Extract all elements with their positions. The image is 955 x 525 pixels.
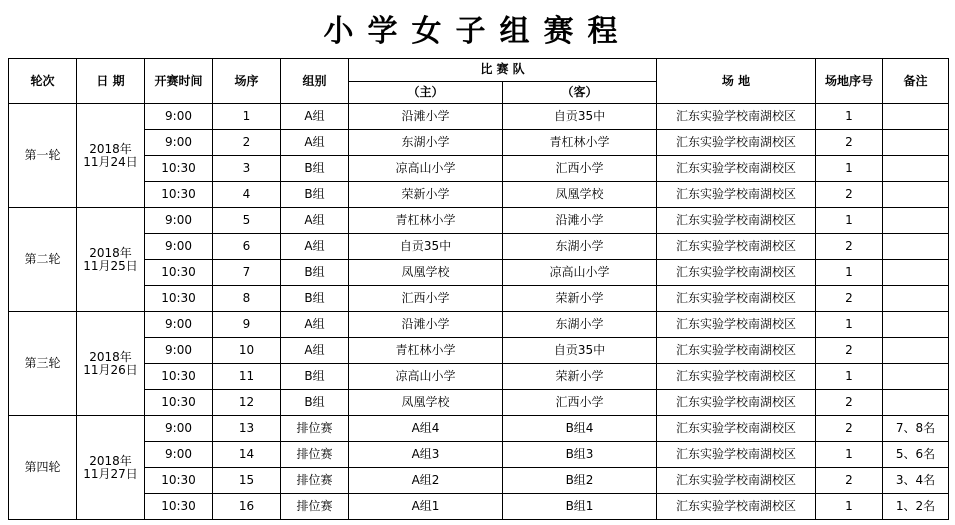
court-no-cell: 1 <box>816 494 883 520</box>
away-team-cell: 东湖小学 <box>503 312 657 338</box>
court-no-cell: 1 <box>816 104 883 130</box>
table-row <box>9 104 949 130</box>
match-no-cell: 13 <box>213 416 281 442</box>
venue-cell: 汇东实验学校南湖校区 <box>657 130 816 156</box>
venue-cell: 汇东实验学校南湖校区 <box>657 312 816 338</box>
match-no-cell: 16 <box>213 494 281 520</box>
round-date-day: 11月25日 <box>83 258 138 273</box>
round-date-day: 11月26日 <box>83 362 138 377</box>
home-team-cell: A组4 <box>349 416 503 442</box>
table-row <box>9 338 949 364</box>
match-no-cell: 10 <box>213 338 281 364</box>
court-no-cell: 1 <box>816 442 883 468</box>
round-date <box>77 104 145 208</box>
home-team-cell: 青杠林小学 <box>349 208 503 234</box>
round-date-day: 11月27日 <box>83 466 138 481</box>
table-row <box>9 442 949 468</box>
home-team-cell: A组2 <box>349 468 503 494</box>
group-cell: A组 <box>281 130 349 156</box>
home-team-cell: A组1 <box>349 494 503 520</box>
start-time-cell: 9:00 <box>145 130 213 156</box>
round-date-day: 11月24日 <box>83 154 138 169</box>
page-title: 小学女子组赛程 <box>323 14 632 49</box>
home-team-cell: 荣新小学 <box>349 182 503 208</box>
note-cell <box>883 234 949 260</box>
start-time-cell: 10:30 <box>145 260 213 286</box>
round-date-year: 2018年 <box>89 349 132 364</box>
header-group: 组别 <box>281 59 349 104</box>
court-no-cell: 2 <box>816 130 883 156</box>
round-date <box>77 416 145 520</box>
note-cell <box>883 260 949 286</box>
court-no-cell: 1 <box>816 364 883 390</box>
round-name: 第四轮 <box>9 416 77 520</box>
match-no-cell: 12 <box>213 390 281 416</box>
start-time-cell: 10:30 <box>145 494 213 520</box>
court-no-cell: 2 <box>816 234 883 260</box>
start-time-cell: 10:30 <box>145 156 213 182</box>
note-cell <box>883 208 949 234</box>
table-row <box>9 494 949 520</box>
court-no-cell: 2 <box>816 182 883 208</box>
start-time-cell: 9:00 <box>145 442 213 468</box>
start-time-cell: 10:30 <box>145 364 213 390</box>
match-no-cell: 11 <box>213 364 281 390</box>
venue-cell: 汇东实验学校南湖校区 <box>657 182 816 208</box>
match-no-cell: 3 <box>213 156 281 182</box>
away-team-cell: 汇西小学 <box>503 390 657 416</box>
away-team-cell: B组2 <box>503 468 657 494</box>
group-cell: B组 <box>281 156 349 182</box>
note-cell <box>883 130 949 156</box>
venue-cell: 汇东实验学校南湖校区 <box>657 286 816 312</box>
note-cell: 7、8名 <box>883 416 949 442</box>
away-team-cell: 汇西小学 <box>503 156 657 182</box>
round-date-year: 2018年 <box>89 141 132 156</box>
table-row <box>9 208 949 234</box>
table-row <box>9 286 949 312</box>
group-cell: B组 <box>281 390 349 416</box>
venue-cell: 汇东实验学校南湖校区 <box>657 390 816 416</box>
match-no-cell: 8 <box>213 286 281 312</box>
header-teams: 比 赛 队 <box>349 59 657 82</box>
match-no-cell: 5 <box>213 208 281 234</box>
home-team-cell: 青杠林小学 <box>349 338 503 364</box>
start-time-cell: 9:00 <box>145 208 213 234</box>
home-team-cell: A组3 <box>349 442 503 468</box>
away-team-cell: 东湖小学 <box>503 234 657 260</box>
venue-cell: 汇东实验学校南湖校区 <box>657 260 816 286</box>
note-cell <box>883 104 949 130</box>
header-court-no: 场地序号 <box>816 59 883 104</box>
start-time-cell: 10:30 <box>145 286 213 312</box>
note-cell <box>883 364 949 390</box>
note-cell <box>883 338 949 364</box>
home-team-cell: 自贡35中 <box>349 234 503 260</box>
header-start-time: 开赛时间 <box>145 59 213 104</box>
table-row <box>9 156 949 182</box>
away-team-cell: 沿滩小学 <box>503 208 657 234</box>
venue-cell: 汇东实验学校南湖校区 <box>657 468 816 494</box>
away-team-cell: B组3 <box>503 442 657 468</box>
start-time-cell: 9:00 <box>145 312 213 338</box>
start-time-cell: 10:30 <box>145 468 213 494</box>
court-no-cell: 2 <box>816 286 883 312</box>
start-time-cell: 9:00 <box>145 338 213 364</box>
table-row <box>9 260 949 286</box>
round-name: 第一轮 <box>9 104 77 208</box>
note-cell: 5、6名 <box>883 442 949 468</box>
away-team-cell: 自贡35中 <box>503 338 657 364</box>
court-no-cell: 1 <box>816 260 883 286</box>
venue-cell: 汇东实验学校南湖校区 <box>657 442 816 468</box>
group-cell: A组 <box>281 104 349 130</box>
start-time-cell: 9:00 <box>145 416 213 442</box>
group-cell: A组 <box>281 338 349 364</box>
court-no-cell: 2 <box>816 390 883 416</box>
match-no-cell: 9 <box>213 312 281 338</box>
group-cell: A组 <box>281 312 349 338</box>
table-row <box>9 234 949 260</box>
header-home: （主） <box>349 81 503 104</box>
court-no-cell: 1 <box>816 208 883 234</box>
header-date: 日 期 <box>77 59 145 104</box>
header-match-no: 场序 <box>213 59 281 104</box>
home-team-cell: 沿滩小学 <box>349 312 503 338</box>
venue-cell: 汇东实验学校南湖校区 <box>657 208 816 234</box>
away-team-cell: 凤凰学校 <box>503 182 657 208</box>
match-no-cell: 6 <box>213 234 281 260</box>
note-cell <box>883 286 949 312</box>
venue-cell: 汇东实验学校南湖校区 <box>657 156 816 182</box>
away-team-cell: 凉高山小学 <box>503 260 657 286</box>
venue-cell: 汇东实验学校南湖校区 <box>657 364 816 390</box>
table-row <box>9 182 949 208</box>
court-no-cell: 2 <box>816 416 883 442</box>
start-time-cell: 10:30 <box>145 182 213 208</box>
group-cell: 排位赛 <box>281 416 349 442</box>
table-row <box>9 390 949 416</box>
start-time-cell: 9:00 <box>145 234 213 260</box>
header-away: （客） <box>503 81 657 104</box>
away-team-cell: 荣新小学 <box>503 364 657 390</box>
home-team-cell: 凉高山小学 <box>349 364 503 390</box>
match-no-cell: 14 <box>213 442 281 468</box>
round-date <box>77 312 145 416</box>
group-cell: B组 <box>281 364 349 390</box>
group-cell: B组 <box>281 260 349 286</box>
table-row <box>9 130 949 156</box>
group-cell: A组 <box>281 208 349 234</box>
group-cell: B组 <box>281 182 349 208</box>
table-row <box>9 416 949 442</box>
note-cell: 1、2名 <box>883 494 949 520</box>
home-team-cell: 凉高山小学 <box>349 156 503 182</box>
table-row <box>9 468 949 494</box>
round-date-year: 2018年 <box>89 453 132 468</box>
header-note: 备注 <box>883 59 949 104</box>
group-cell: A组 <box>281 234 349 260</box>
group-cell: 排位赛 <box>281 442 349 468</box>
table-row <box>9 364 949 390</box>
round-date-year: 2018年 <box>89 245 132 260</box>
court-no-cell: 1 <box>816 312 883 338</box>
away-team-cell: 荣新小学 <box>503 286 657 312</box>
court-no-cell: 2 <box>816 468 883 494</box>
start-time-cell: 9:00 <box>145 104 213 130</box>
venue-cell: 汇东实验学校南湖校区 <box>657 234 816 260</box>
away-team-cell: 青杠林小学 <box>503 130 657 156</box>
court-no-cell: 1 <box>816 156 883 182</box>
match-no-cell: 15 <box>213 468 281 494</box>
home-team-cell: 凤凰学校 <box>349 390 503 416</box>
header-round: 轮次 <box>9 59 77 104</box>
venue-cell: 汇东实验学校南湖校区 <box>657 338 816 364</box>
match-no-cell: 2 <box>213 130 281 156</box>
start-time-cell: 10:30 <box>145 390 213 416</box>
note-cell <box>883 156 949 182</box>
home-team-cell: 凤凰学校 <box>349 260 503 286</box>
round-name: 第二轮 <box>9 208 77 312</box>
note-cell <box>883 390 949 416</box>
group-cell: 排位赛 <box>281 468 349 494</box>
group-cell: B组 <box>281 286 349 312</box>
table-row <box>9 312 949 338</box>
schedule-table <box>8 58 949 520</box>
note-cell: 3、4名 <box>883 468 949 494</box>
match-no-cell: 7 <box>213 260 281 286</box>
home-team-cell: 东湖小学 <box>349 130 503 156</box>
away-team-cell: 自贡35中 <box>503 104 657 130</box>
group-cell: 排位赛 <box>281 494 349 520</box>
court-no-cell: 2 <box>816 338 883 364</box>
header-venue: 场 地 <box>657 59 816 104</box>
round-date <box>77 208 145 312</box>
note-cell <box>883 182 949 208</box>
round-name: 第三轮 <box>9 312 77 416</box>
venue-cell: 汇东实验学校南湖校区 <box>657 494 816 520</box>
away-team-cell: B组4 <box>503 416 657 442</box>
home-team-cell: 沿滩小学 <box>349 104 503 130</box>
venue-cell: 汇东实验学校南湖校区 <box>657 104 816 130</box>
venue-cell: 汇东实验学校南湖校区 <box>657 416 816 442</box>
match-no-cell: 4 <box>213 182 281 208</box>
home-team-cell: 汇西小学 <box>349 286 503 312</box>
away-team-cell: B组1 <box>503 494 657 520</box>
note-cell <box>883 312 949 338</box>
header-row <box>9 59 949 82</box>
match-no-cell: 1 <box>213 104 281 130</box>
